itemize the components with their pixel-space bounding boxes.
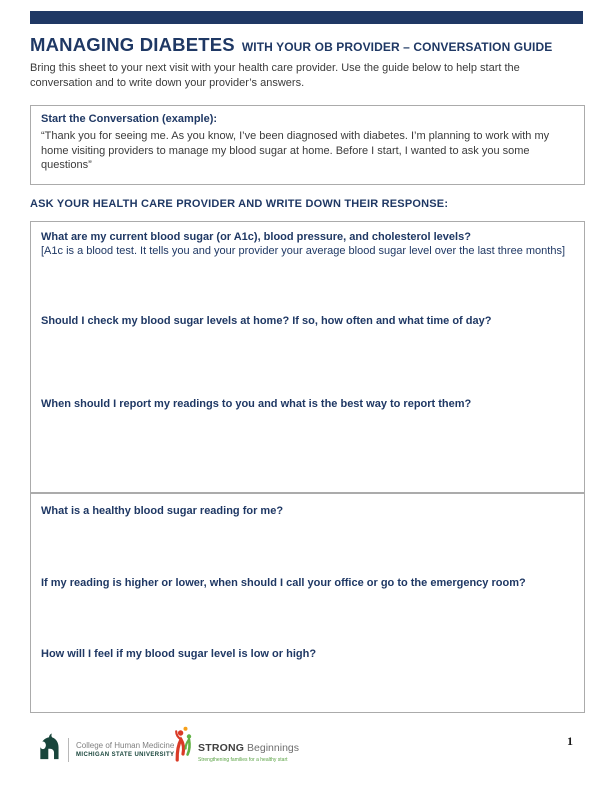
header-accent-bar [30, 11, 583, 24]
page-title-main: MANAGING DIABETES [30, 34, 235, 55]
intro-paragraph: Bring this sheet to your next visit with your health care provider. Use the guide below to help start the conversation and to write down your provider’s answers. [30, 62, 520, 89]
msu-logo-divider [68, 738, 69, 762]
ask-provider-section-heading: ASK YOUR HEALTH CARE PROVIDER AND WRITE DOWN THEIR RESPONSE: [30, 198, 449, 210]
msu-college-label: College of Human Medicine [76, 740, 175, 750]
question-higher-lower: If my reading is higher or lower, when should I call your office or go to the emergency room? [41, 577, 526, 589]
strong-beginnings-tagline: Strengthening families for a healthy start [198, 757, 288, 763]
strong-beginnings-figures-icon [172, 726, 195, 767]
page-number: 1 [567, 734, 573, 748]
strong-beginnings-name-bold: STRONG [198, 742, 245, 754]
questions-box-1 [30, 221, 585, 493]
question-how-will-i-feel: How will I feel if my blood sugar level is low or high? [41, 648, 317, 660]
msu-university-label: MICHIGAN STATE UNIVERSITY [76, 751, 175, 758]
page-title-subtitle: WITH YOUR OB PROVIDER – CONVERSATION GUIDE [241, 40, 553, 54]
msu-logo-lockup [36, 733, 174, 766]
start-conversation-box [30, 105, 585, 185]
question-a1c-note: [A1c is a blood test. It tells you and your provider your average blood sugar level over the last three months] [41, 245, 566, 257]
page-footer [0, 726, 612, 771]
start-conversation-example-text: “Thank you for seeing me. As you know, I’ve been diagnosed with diabetes. I’m planning to work with my home visiting providers to manage my blood sugar at home. Before I start, I wanted to ask you some questions” [41, 130, 550, 171]
start-conversation-heading: Start the Conversation (example): [41, 113, 218, 125]
strong-beginnings-name-regular: Beginnings [247, 742, 300, 754]
msu-spartan-helmet-icon [36, 733, 62, 766]
question-healthy-reading: What is a healthy blood sugar reading for me? [41, 505, 284, 517]
question-blood-sugar-levels: What are my current blood sugar (or A1c), blood pressure, and cholesterol levels? [41, 231, 471, 243]
strong-beginnings-logo-lockup [172, 726, 299, 767]
question-report-readings: When should I report my readings to you and what is the best way to report them? [41, 398, 472, 410]
page-title [30, 34, 585, 56]
questions-box-2 [30, 493, 585, 713]
question-check-at-home: Should I check my blood sugar levels at home? If so, how often and what time of day? [41, 315, 492, 327]
